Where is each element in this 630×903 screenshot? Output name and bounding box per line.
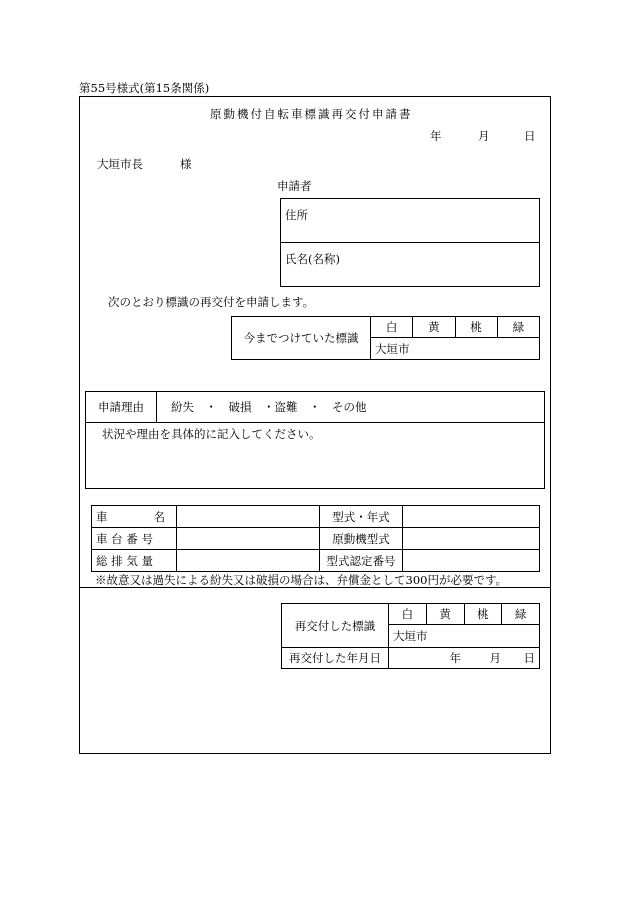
reason-options[interactable]: 紛失 ・ 破損 ・盗難 ・ その他	[157, 392, 545, 423]
current-plate-table	[231, 316, 540, 360]
frame-number-field[interactable]	[177, 528, 320, 550]
reason-detail-field[interactable]	[86, 423, 545, 489]
form-number: 第55号様式(第15条関係)	[79, 81, 210, 95]
date-month: 月	[478, 129, 490, 143]
date-year: 年	[430, 129, 442, 143]
applicant-table	[280, 198, 540, 287]
reissue-year: 年	[449, 651, 461, 665]
applicant-label: 申請者	[277, 179, 312, 193]
current-plate-label: 今までつけていた標識	[232, 317, 371, 360]
reissue-city: 大垣市	[389, 625, 540, 648]
vehicle-name-field[interactable]	[177, 506, 320, 528]
displacement-field[interactable]	[177, 550, 320, 572]
address-label: 住所	[285, 208, 308, 222]
frame-number-label: 車 台 番 号	[92, 528, 177, 550]
plate-color-pink[interactable]: 桃	[455, 317, 497, 338]
intro-text: 次のとおり標識の再交付を申請します。	[108, 295, 315, 309]
engine-model-field[interactable]	[403, 528, 540, 550]
model-year-label: 型式・年式	[320, 506, 403, 528]
address-field[interactable]	[281, 199, 540, 243]
reissue-date-label: 再交付した年月日	[282, 648, 389, 669]
model-year-field[interactable]	[403, 506, 540, 528]
vehicle-name-label: 車 名	[92, 506, 177, 528]
reissue-color-yellow[interactable]: 黄	[426, 604, 464, 625]
plate-color-yellow[interactable]: 黄	[413, 317, 455, 338]
reissue-color-pink[interactable]: 桃	[464, 604, 502, 625]
plate-color-green[interactable]: 緑	[497, 317, 539, 338]
fee-note: ※故意又は過失による紛失又は破損の場合は、弁償金として300円が必要です。	[95, 573, 508, 587]
reissue-plate-label: 再交付した標識	[282, 604, 389, 648]
honorific: 様	[180, 157, 192, 171]
reissue-month: 月	[489, 651, 501, 665]
date-day: 日	[524, 129, 536, 143]
reissue-day: 日	[523, 651, 535, 665]
displacement-label: 総 排 気 量	[92, 550, 177, 572]
reissue-table	[281, 603, 540, 669]
plate-color-white[interactable]: 白	[371, 317, 413, 338]
office-use-divider	[79, 587, 551, 588]
current-plate-city: 大垣市	[371, 338, 540, 360]
vehicle-table	[91, 505, 540, 572]
name-field[interactable]	[281, 243, 540, 287]
reissue-color-green[interactable]: 緑	[502, 604, 540, 625]
reason-label: 申請理由	[86, 392, 157, 423]
addressee: 大垣市長	[97, 157, 143, 171]
engine-model-label: 原動機型式	[320, 528, 403, 550]
reissue-color-white[interactable]: 白	[389, 604, 427, 625]
type-approval-field[interactable]	[403, 550, 540, 572]
name-label: 氏名(名称)	[285, 252, 340, 266]
reason-note: 状況や理由を具体的に記入してください。	[102, 427, 321, 441]
form-title: 原動機付自転車標識再交付申請書	[210, 107, 413, 121]
reissue-date-field[interactable]	[389, 648, 540, 669]
type-approval-label: 型式認定番号	[320, 550, 403, 572]
reason-table	[85, 391, 545, 489]
